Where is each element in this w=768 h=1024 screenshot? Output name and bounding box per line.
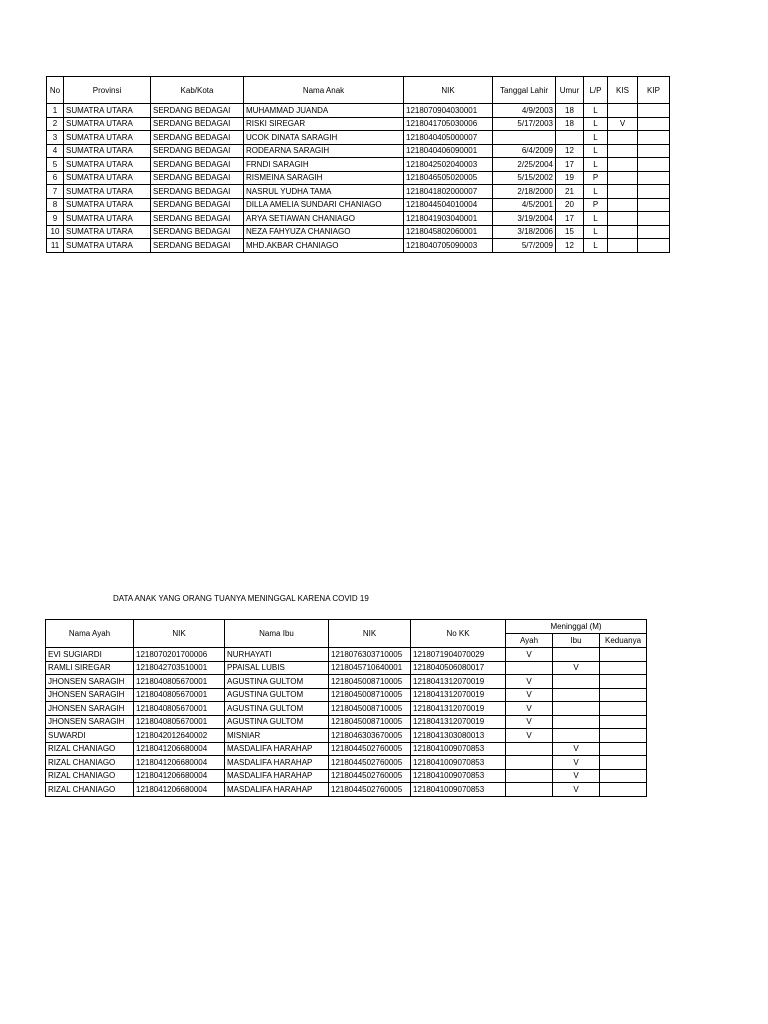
table-cell: 5/7/2009 [493,239,556,253]
table2-title: DATA ANAK YANG ORANG TUANYA MENINGGAL KARENA COVID 19 [113,594,369,603]
table2-header-row [46,620,647,634]
table-cell [638,131,670,145]
table-cell [638,185,670,199]
table-cell: 1218041206680004 [134,742,225,756]
table-row [47,198,670,212]
table-cell [638,117,670,131]
table-cell: 6/4/2009 [493,144,556,158]
table-row [47,117,670,131]
table-row [46,742,647,756]
table-cell: 12 [556,144,584,158]
table1-header-cell: NIK [404,77,493,104]
table-cell: 9 [47,212,64,226]
table-row [46,648,647,662]
table-cell: 11 [47,239,64,253]
table-cell: 1218040705090003 [404,239,493,253]
table-cell: 1218041009070853 [411,783,506,797]
table-cell: L [584,117,608,131]
table-cell: 1218046303670005 [329,729,411,743]
table-cell [638,225,670,239]
table-cell [600,702,647,716]
table-cell [600,769,647,783]
table-row [47,104,670,118]
table-cell: SUMATRA UTARA [64,117,151,131]
table-row [46,675,647,689]
table-cell: 4/9/2003 [493,104,556,118]
table-cell: L [584,185,608,199]
table-cell: 1218041802000007 [404,185,493,199]
table-row [46,729,647,743]
table-row [46,702,647,716]
table-cell [600,648,647,662]
table-cell: 3/19/2004 [493,212,556,226]
table1-header-cell: Tanggal Lahir [493,77,556,104]
table-cell: 1218044502760005 [329,783,411,797]
table-row [47,158,670,172]
table-cell [608,212,638,226]
table-cell: 1218044502760005 [329,769,411,783]
table-cell [608,185,638,199]
table-cell [553,729,600,743]
table-cell: 5/17/2003 [493,117,556,131]
table-cell [638,171,670,185]
table-cell [638,144,670,158]
table-row [46,661,647,675]
table-cell: 18 [556,104,584,118]
table-cell: EVI SUGIARDI [46,648,134,662]
table-cell [553,648,600,662]
table-cell: 1218045802060001 [404,225,493,239]
table-cell: 1218071904070029 [411,648,506,662]
table-cell: MASDALIFA HARAHAP [225,742,329,756]
table-cell: AGUSTINA GULTOM [225,688,329,702]
table-cell [553,702,600,716]
table-cell: SERDANG BEDAGAI [151,171,244,185]
table-cell: SERDANG BEDAGAI [151,212,244,226]
table-cell: V [506,675,553,689]
table-cell: 1218040506080017 [411,661,506,675]
table-cell [608,225,638,239]
table-cell: SUMATRA UTARA [64,198,151,212]
table-cell [506,661,553,675]
table-cell [608,131,638,145]
table-cell: 1218045710640001 [329,661,411,675]
table-cell: P [584,171,608,185]
table-cell: 1218041206680004 [134,769,225,783]
table-cell: V [506,729,553,743]
table-cell: 12 [556,239,584,253]
table2-header-cell: Nama Ayah [46,620,134,648]
table-cell: SUMATRA UTARA [64,239,151,253]
table-cell: 5 [47,158,64,172]
table-cell: V [506,702,553,716]
table-cell: 15 [556,225,584,239]
table-cell [638,158,670,172]
table-cell: 6 [47,171,64,185]
table-cell: 1218041312070019 [411,702,506,716]
table-cell [506,769,553,783]
table-cell: L [584,144,608,158]
table-cell: PPAISAL LUBIS [225,661,329,675]
table-cell [493,131,556,145]
table-cell: SERDANG BEDAGAI [151,198,244,212]
table-cell [600,715,647,729]
table-cell [600,742,647,756]
table-cell: L [584,239,608,253]
table-cell: RISKI SIREGAR [244,117,404,131]
table1-header-cell: Umur [556,77,584,104]
table-cell: 2 [47,117,64,131]
table-cell: SUMATRA UTARA [64,158,151,172]
table-cell [553,675,600,689]
table-cell: 1218070904030001 [404,104,493,118]
table-cell: L [584,131,608,145]
table-cell: L [584,212,608,226]
table-cell: SERDANG BEDAGAI [151,117,244,131]
table-cell: 1218041206680004 [134,756,225,770]
table-cell: 10 [47,225,64,239]
table-cell: 17 [556,158,584,172]
table-cell: ARYA SETIAWAN CHANIAGO [244,212,404,226]
table2-header-cell: No KK [411,620,506,648]
table-cell [600,675,647,689]
orphan-parents-table [45,619,647,797]
table-cell: MASDALIFA HARAHAP [225,756,329,770]
table-cell [608,198,638,212]
table-cell: 1218045008710005 [329,702,411,716]
table-cell: 1218040406090001 [404,144,493,158]
table-cell: 1218044504010004 [404,198,493,212]
table-row [46,688,647,702]
table-cell: 21 [556,185,584,199]
table-cell: 1218041312070019 [411,688,506,702]
table-cell: 1218044502760005 [329,742,411,756]
table-cell: 2/18/2000 [493,185,556,199]
table-row [47,144,670,158]
table-cell: 1218041009070853 [411,756,506,770]
table2-subheader-cell: Keduanya [600,634,647,648]
table-cell [608,239,638,253]
table1-header-cell: KIS [608,77,638,104]
table-cell: 1218041206680004 [134,783,225,797]
table2-header-cell: NIK [134,620,225,648]
table-row [46,715,647,729]
table-cell [553,688,600,702]
table-cell: V [506,688,553,702]
table-cell: SUWARDI [46,729,134,743]
table2-subheader-cell: Ayah [506,634,553,648]
table-cell: 7 [47,185,64,199]
table-cell [608,171,638,185]
table-cell: RODEARNA SARAGIH [244,144,404,158]
table-cell: 4/5/2001 [493,198,556,212]
table-cell: MUHAMMAD JUANDA [244,104,404,118]
table-cell: SERDANG BEDAGAI [151,104,244,118]
table-cell: SERDANG BEDAGAI [151,131,244,145]
table-cell [553,715,600,729]
table-cell [600,756,647,770]
table-cell: 1218076303710005 [329,648,411,662]
table-cell: RIZAL CHANIAGO [46,769,134,783]
table-cell: 4 [47,144,64,158]
table-row [46,783,647,797]
table-cell [600,783,647,797]
table-cell [608,144,638,158]
table-cell: 1218041312070019 [411,715,506,729]
table-cell: L [584,104,608,118]
table-cell: JHONSEN SARAGIH [46,702,134,716]
table-cell: 19 [556,171,584,185]
table-cell [600,729,647,743]
table-cell: 1218070201700006 [134,648,225,662]
table-cell: V [608,117,638,131]
table-cell: JHONSEN SARAGIH [46,715,134,729]
table-cell: 8 [47,198,64,212]
table-cell: 1218040805670001 [134,702,225,716]
table-cell: 1218041009070853 [411,742,506,756]
table-row [47,225,670,239]
table-cell [608,104,638,118]
table-cell: SUMATRA UTARA [64,171,151,185]
table-cell [608,158,638,172]
table-cell: SUMATRA UTARA [64,131,151,145]
table-cell: 1218041705030006 [404,117,493,131]
table-cell: 1218040405000007 [404,131,493,145]
table-row [47,239,670,253]
table-cell: L [584,225,608,239]
table-cell: MASDALIFA HARAHAP [225,783,329,797]
table-cell: SUMATRA UTARA [64,225,151,239]
table-cell [506,783,553,797]
table-cell: SUMATRA UTARA [64,185,151,199]
table-cell: AGUSTINA GULTOM [225,702,329,716]
table-cell: RAMLI SIREGAR [46,661,134,675]
table-cell: SERDANG BEDAGAI [151,158,244,172]
table-cell [506,756,553,770]
table-cell [556,131,584,145]
table2-header-cell: Nama Ibu [225,620,329,648]
table-cell [600,688,647,702]
table-cell: UCOK DINATA SARAGIH [244,131,404,145]
table2-header-cell: NIK [329,620,411,648]
table-cell: 20 [556,198,584,212]
table-cell: 1218044502760005 [329,756,411,770]
table-row [46,756,647,770]
table-cell: 1218046505020005 [404,171,493,185]
table-cell: 1218041903040001 [404,212,493,226]
table-cell: 1218040805670001 [134,688,225,702]
table-cell: SERDANG BEDAGAI [151,185,244,199]
table-cell: 1218042703510001 [134,661,225,675]
table-cell: SERDANG BEDAGAI [151,225,244,239]
table2-subheader-cell: Ibu [553,634,600,648]
table-cell: 1218045008710005 [329,675,411,689]
table-cell: 18 [556,117,584,131]
table-cell: SERDANG BEDAGAI [151,239,244,253]
table-cell: 2/25/2004 [493,158,556,172]
table-cell [506,742,553,756]
table-cell: SUMATRA UTARA [64,104,151,118]
table-cell: MISNIAR [225,729,329,743]
table-cell: V [553,661,600,675]
table-cell: 1218040805670001 [134,715,225,729]
table-cell: V [506,648,553,662]
table-cell: V [553,783,600,797]
table-cell [638,198,670,212]
table-cell: JHONSEN SARAGIH [46,688,134,702]
table-cell: 1218041312070019 [411,675,506,689]
table-cell: 1218045008710005 [329,688,411,702]
table-cell: P [584,198,608,212]
table-cell: MASDALIFA HARAHAP [225,769,329,783]
table-cell: 1218045008710005 [329,715,411,729]
table1-header-cell: Provinsi [64,77,151,104]
table-row [46,769,647,783]
table-cell: RISMEINA SARAGIH [244,171,404,185]
table-cell: 1 [47,104,64,118]
table-row [47,185,670,199]
table-cell: 1218041303080013 [411,729,506,743]
table-cell: RIZAL CHANIAGO [46,742,134,756]
table-cell: 1218042502040003 [404,158,493,172]
table-cell: 3/18/2006 [493,225,556,239]
table-cell [638,239,670,253]
table-cell: JHONSEN SARAGIH [46,675,134,689]
table-cell: 1218042012640002 [134,729,225,743]
table-cell: AGUSTINA GULTOM [225,715,329,729]
table-cell: 5/15/2002 [493,171,556,185]
table-cell: RIZAL CHANIAGO [46,783,134,797]
table-cell: FRNDI SARAGIH [244,158,404,172]
table-cell: RIZAL CHANIAGO [46,756,134,770]
table-row [47,171,670,185]
table-cell: SUMATRA UTARA [64,144,151,158]
table-cell: 1218041009070853 [411,769,506,783]
table-cell: L [584,158,608,172]
children-data-table [46,76,670,253]
table1-header-cell: KIP [638,77,670,104]
table1-header-cell: Nama Anak [244,77,404,104]
table-cell [600,661,647,675]
table-cell: V [553,769,600,783]
table-cell: V [553,756,600,770]
table-cell: SERDANG BEDAGAI [151,144,244,158]
table-cell: MHD.AKBAR CHANIAGO [244,239,404,253]
table-cell: SUMATRA UTARA [64,212,151,226]
table-cell: NEZA FAHYUZA CHANIAGO [244,225,404,239]
table-cell: 17 [556,212,584,226]
table-cell: 3 [47,131,64,145]
table-cell: DILLA AMELIA SUNDARI CHANIAGO [244,198,404,212]
table-row [47,131,670,145]
table-row [47,212,670,226]
table-cell: NASRUL YUDHA TAMA [244,185,404,199]
table-cell: 1218040805670001 [134,675,225,689]
table1-header-cell: Kab/Kota [151,77,244,104]
table-cell [638,104,670,118]
table-cell: V [553,742,600,756]
table1-header-cell: L/P [584,77,608,104]
table-cell: V [506,715,553,729]
table2-header-cell: Meninggal (M) [506,620,647,634]
table-cell [638,212,670,226]
table1-header-row [47,77,670,104]
table1-header-cell: No [47,77,64,104]
table-cell: NURHAYATI [225,648,329,662]
table-cell: AGUSTINA GULTOM [225,675,329,689]
